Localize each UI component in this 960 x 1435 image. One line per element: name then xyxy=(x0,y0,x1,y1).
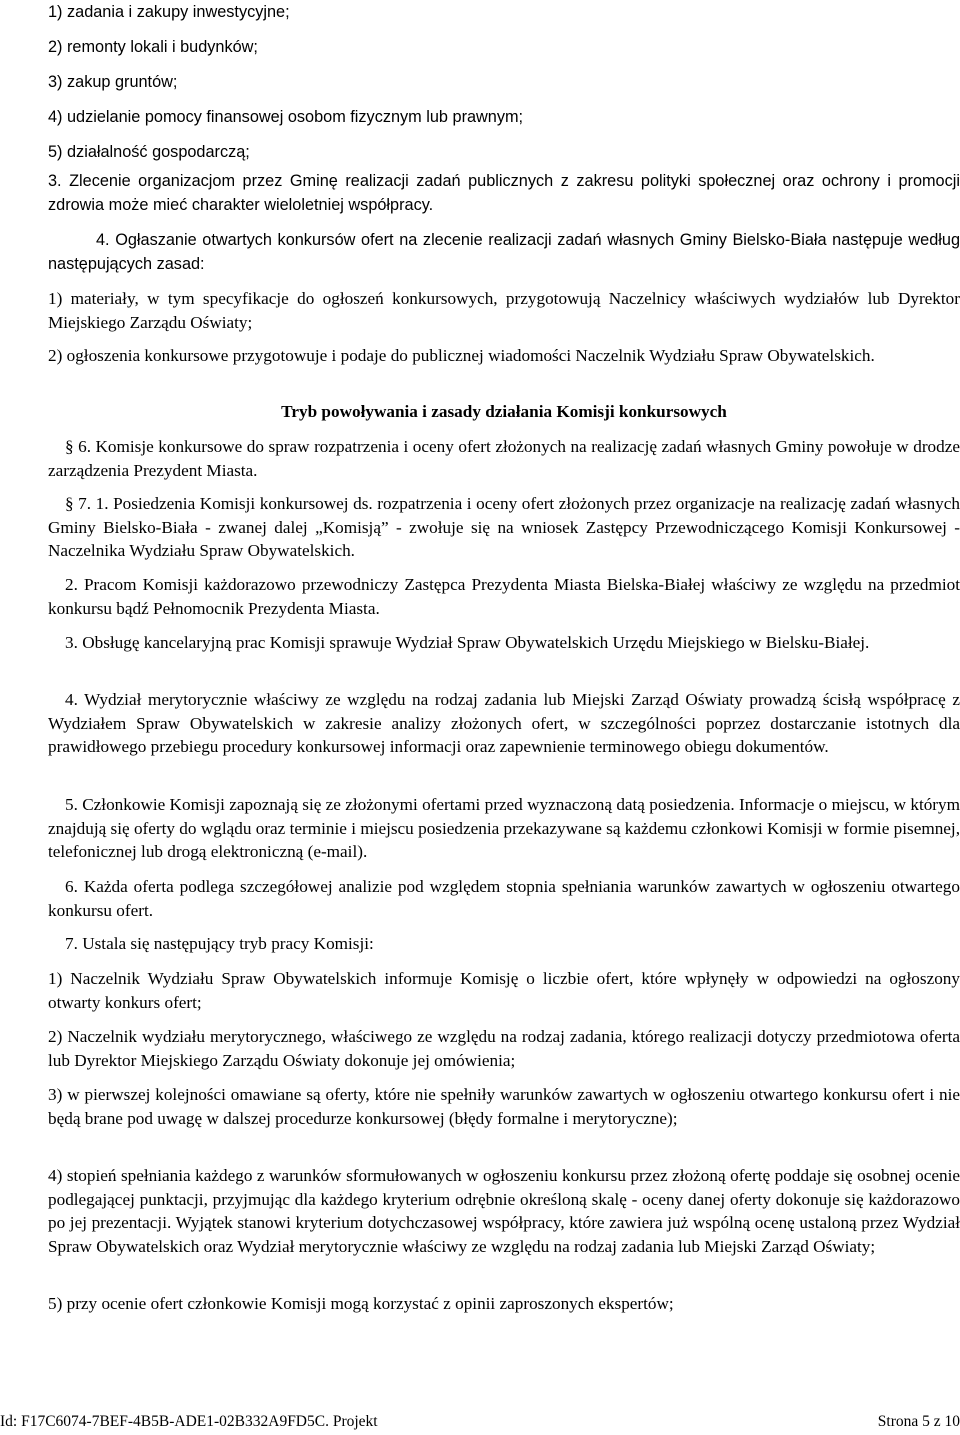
list-item: 3) zakup gruntów; xyxy=(48,73,178,91)
section-7-point-2: 2. Pracom Komisji każdorazowo przewodniczy Zastępca Prezydenta Miasta Bielska-Białej właściwy ze względu na przedmiot konkursu bądź Pełnomocnik Prezydenta Miasta. xyxy=(48,575,960,618)
paragraph-4: 4. Ogłaszanie otwartych konkursów ofert na zlecenie realizacji zadań własnych Gminy Bielsko-Biała następuje według następujących zasad: xyxy=(48,231,960,273)
paragraph-4-item-2: 2) ogłoszenia konkursowe przygotowuje i podaje do publicznej wiadomości Naczelnik Wydziału Spraw Obywatelskich. xyxy=(48,346,875,365)
page-footer xyxy=(0,1413,960,1433)
section-7-point-5: 5. Członkowie Komisji zapoznają się ze złożonymi ofertami przed wyznaczoną datą posiedzenia. Informacje o miejscu, w którym znajdują się oferty do wglądu oraz terminie i miejscu posiedzenia przekazywane są każdemu członkowi Komisji w formie pisemnej, telefonicznej lub drogą elektroniczną (e-mail). xyxy=(48,795,960,861)
section-7-7-item-4: 4) stopień spełniania każdego z warunków sformułowanych w ogłoszeniu konkursu przez złożoną ofertę poddaje się osobnej ocenie podlegającej punktacji, przyjmując dla każdego kryterium odrębnie określoną skalę - oceny danej oferty dokonuje się każdorazowo po jej prezentacji. Wyjątek stanowi kryterium dotychczasowej współpracy, które zawiera już wspólną ocenę ustaloną przez Wydział Spraw Obywatelskich oraz Wydział merytorycznie właściwy ze względu na rodzaj zadania lub Miejski Zarząd Oświaty; xyxy=(48,1166,960,1256)
page-number: Strona 5 z 10 xyxy=(877,1413,960,1430)
list-item: 4) udzielanie pomocy finansowej osobom fizycznym lub prawnym; xyxy=(48,108,524,126)
section-7-point-6: 6. Każda oferta podlega szczegółowej analizie pod względem stopnia spełniania warunków zawartych w ogłoszeniu otwartego konkursu ofert. xyxy=(48,877,960,920)
list-item: 5) działalność gospodarczą; xyxy=(48,143,250,161)
section-7-7-item-2: 2) Naczelnik wydziału merytorycznego, właściwego ze względu na rodzaj zadania, którego realizacji dotyczy przedmiotowa oferta lub Dyrektor Miejskiego Zarządu Oświaty dokonuje jej omówienia; xyxy=(48,1027,960,1070)
section-7-7-item-5: 5) przy ocenie ofert członkowie Komisji mogą korzystać z opinii zaproszonych ekspertów; xyxy=(48,1294,674,1313)
list-item: 2) remonty lokali i budynków; xyxy=(48,38,258,56)
paragraph-3: 3. Zlecenie organizacjom przez Gminę realizacji zadań publicznych z zakresu polityki społecznej oraz ochrony i promocji zdrowia może mieć charakter wieloletniej współpracy. xyxy=(48,172,960,214)
section-heading: Tryb powoływania i zasady działania Komisji konkursowych xyxy=(281,402,727,421)
section-7-7-item-1: 1) Naczelnik Wydziału Spraw Obywatelskich informuje Komisję o liczbie ofert, które wpłynęły w odpowiedzi na ogłoszony otwarty konkurs ofert; xyxy=(48,969,960,1012)
paragraph-4-item-1: 1) materiały, w tym specyfikacje do ogłoszeń konkursowych, przygotowują Naczelnicy właściwych wydziałów lub Dyrektor Miejskiego Zarządu Oświaty; xyxy=(48,289,960,332)
section-7-point-7: 7. Ustala się następujący tryb pracy Komisji: xyxy=(65,934,374,953)
section-7-7-item-3: 3) w pierwszej kolejności omawiane są oferty, które nie spełniły warunków zawartych w ogłoszeniu otwartego konkursu ofert i nie będą brane pod uwagę w dalszej procedurze konkursowej (błędy formalne i merytoryczne); xyxy=(48,1085,960,1128)
section-6: § 6. Komisje konkursowe do spraw rozpatrzenia i oceny ofert złożonych na realizację zadań własnych Gminy powołuje w drodze zarządzenia Prezydent Miasta. xyxy=(48,437,960,480)
section-7-point-1: § 7. 1. Posiedzenia Komisji konkursowej ds. rozpatrzenia i oceny ofert złożonych przez organizacje na realizację zadań własnych Gminy Bielsko-Biała - zwanej dalej „Komisją” - zwołuje się na wniosek Zastępcy Przewodniczącego Komisji Konkursowej - Naczelnika Wydziału Spraw Obywatelskich. xyxy=(48,494,960,560)
list-item: 1) zadania i zakupy inwestycyjne; xyxy=(48,3,290,21)
document-id: Id: F17C6074-7BEF-4B5B-ADE1-02B332A9FD5C. Projekt xyxy=(0,1413,378,1430)
section-7-point-3: 3. Obsługę kancelaryjną prac Komisji sprawuje Wydział Spraw Obywatelskich Urzędu Miejskiego w Bielsku-Białej. xyxy=(65,633,870,652)
section-7-point-4: 4. Wydział merytorycznie właściwy ze względu na rodzaj zadania lub Miejski Zarząd Oświaty prowadzą ścisłą współpracę z Wydziałem Spraw Obywatelskich w zakresie analizy złożonych ofert, w szczególności poprzez dostarczanie istotnych dla prawidłowego przebiegu procedury konkursowej informacji oraz zapewnienie terminowego obiegu dokumentów. xyxy=(48,690,960,756)
